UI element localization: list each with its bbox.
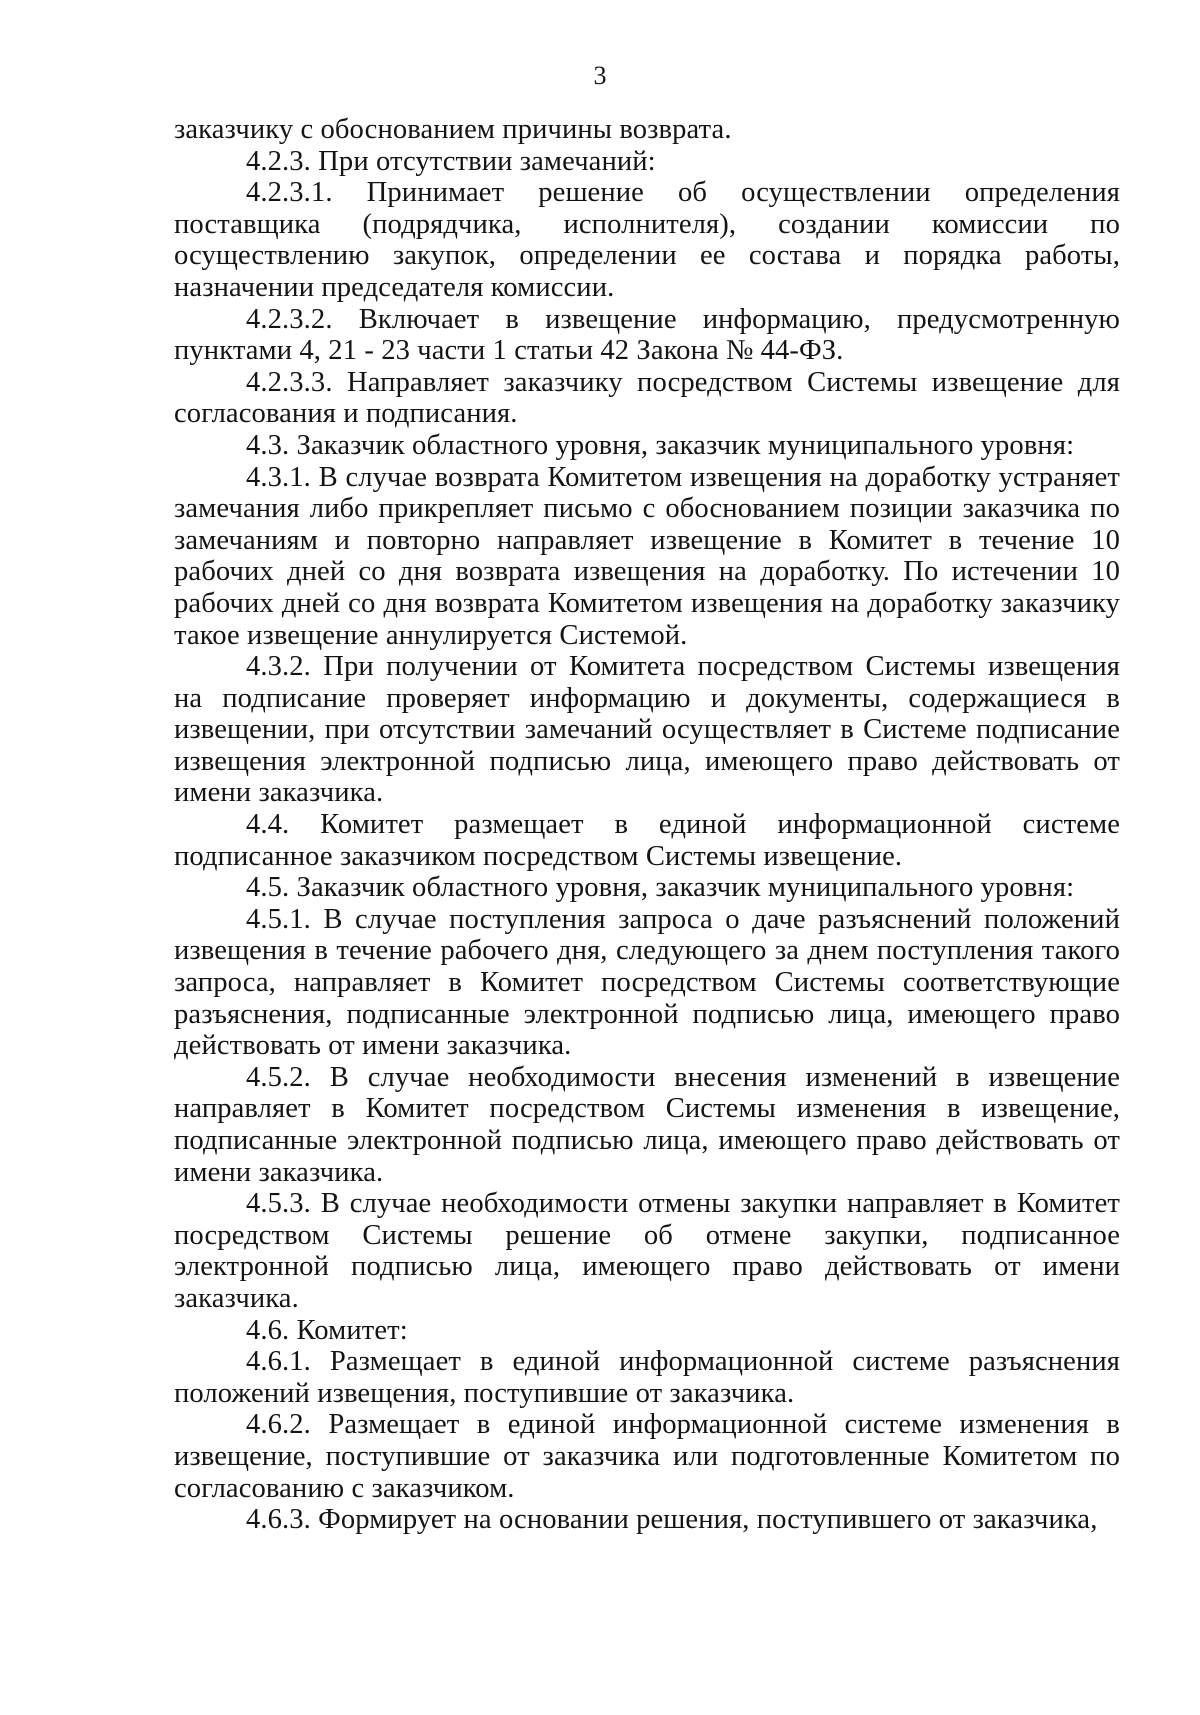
paragraph-4-3-1: 4.3.1. В случае возврата Комитетом извещения на доработку устраняет замечания либо прикрепляет письмо с обоснованием позиции заказчика по замечаниям и повторно направляет извещение в Комитет в течение 10 рабочих дней со дня возврата извещения на доработку. По истечении 10 рабочих дней со дня возврата Комитетом извещения на доработку заказчику такое извещение аннулируется Системой. bbox=[174, 461, 1120, 651]
paragraph-4-6: 4.6. Комитет: bbox=[246, 1314, 408, 1346]
paragraph-4-2-3-2: 4.2.3.2. Включает в извещение информацию, предусмотренную пунктами 4, 21 - 23 части 1 статьи 42 Закона № 44-ФЗ. bbox=[174, 303, 1120, 367]
paragraph-4-2-3-3: 4.2.3.3. Направляет заказчику посредством Системы извещение для согласования и подписания. bbox=[174, 366, 1120, 430]
paragraph-4-5: 4.5. Заказчик областного уровня, заказчик муниципального уровня: bbox=[246, 872, 1075, 904]
page-number: 3 bbox=[593, 61, 607, 90]
paragraph-4-3: 4.3. Заказчик областного уровня, заказчик муниципального уровня: bbox=[246, 429, 1075, 461]
paragraph-4-5-1: 4.5.1. В случае поступления запроса о даче разъяснений положений извещения в течение рабочего дня, следующего за днем поступления такого запроса, направляет в Комитет посредством Системы соответствующие разъяснения, подписанные электронной подписью лица, имеющего право действовать от имени заказчика. bbox=[174, 903, 1120, 1062]
paragraph-4-3-2: 4.3.2. При получении от Комитета посредством Системы извещения на подписание проверяет информацию и документы, содержащиеся в извещении, при отсутствии замечаний осуществляет в Системе подписание извещения электронной подписью лица, имеющего право действовать от имени заказчика. bbox=[174, 651, 1120, 809]
paragraph-4-5-3: 4.5.3. В случае необходимости отмены закупки направляет в Комитет посредством Системы решение об отмене закупки, подписанное электронной подписью лица, имеющего право действовать от имени заказчика. bbox=[174, 1188, 1120, 1314]
paragraph-4-6-1: 4.6.1. Размещает в единой информационной системе разъяснения положений извещения, поступившие от заказчика. bbox=[174, 1346, 1120, 1409]
paragraph-4-5-2: 4.5.2. В случае необходимости внесения изменений в извещение направляет в Комитет посредством Системы изменения в извещение, подписанные электронной подписью лица, имеющего право действовать от имени заказчика. bbox=[174, 1061, 1120, 1188]
paragraph-continuation: заказчику с обоснованием причины возврата. bbox=[174, 114, 732, 145]
paragraph-4-2-3: 4.2.3. При отсутствии замечаний: bbox=[246, 145, 656, 177]
document-body bbox=[174, 114, 1120, 1536]
paragraph-4-2-3-1: 4.2.3.1. Принимает решение об осуществлении определения поставщика (подрядчика, исполнителя), создании комиссии по осуществлению закупок, определении ее состава и порядка работы, назначении председателя комиссии. bbox=[174, 177, 1120, 303]
paragraph-4-6-2: 4.6.2. Размещает в единой информационной системе изменения в извещение, поступившие от заказчика или подготовленные Комитетом по согласованию с заказчиком. bbox=[174, 1409, 1120, 1504]
paragraph-4-4: 4.4. Комитет размещает в единой информационной системе подписанное заказчиком посредством Системы извещение. bbox=[174, 809, 1120, 872]
paragraph-4-6-3: 4.6.3. Формирует на основании решения, поступившего от заказчика, bbox=[246, 1504, 1098, 1536]
